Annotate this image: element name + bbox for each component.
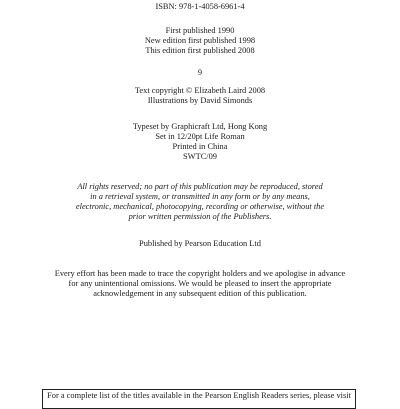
copyright-effort-line: Every effort has been made to trace the copyright holders and we apologise in advance bbox=[54, 269, 346, 278]
publication-history-line: New edition first published 1998 bbox=[144, 36, 256, 45]
rights-notice-line: All rights reserved; no part of this publication may be reproduced, stored bbox=[77, 182, 323, 191]
production-line: Printed in China bbox=[172, 142, 228, 151]
publication-history-line: First published 1990 bbox=[165, 26, 235, 35]
rights-notice-line: in a retrieval system, or transmitted in any form or by any means, bbox=[90, 192, 310, 201]
production-line: Typeset by Graphicraft Ltd, Hong Kong bbox=[132, 122, 268, 131]
impression-number: 9 bbox=[197, 68, 203, 77]
publisher-line: Published by Pearson Education Ltd bbox=[139, 239, 261, 248]
copyright-effort-line: acknowledgement in any subsequent edition of this publication. bbox=[93, 289, 307, 298]
credits-line: Illustrations by David Simonds bbox=[147, 96, 253, 105]
credits-line: Text copyright © Elizabeth Laird 2008 bbox=[134, 86, 266, 95]
series-notice-box bbox=[42, 389, 356, 409]
series-notice-text: For a complete list of the titles available in the Pearson English Readers series, please visit bbox=[47, 391, 351, 400]
copyright-effort-line: for any unintentional omissions. We would be pleased to insert the appropriate bbox=[68, 279, 332, 288]
rights-notice-line: electronic, mechanical, photocopying, recording or otherwise, without the bbox=[75, 202, 325, 211]
rights-notice-line: prior written permission of the Publishers. bbox=[128, 212, 272, 221]
publication-history-line: This edition first published 2008 bbox=[145, 46, 255, 55]
isbn-line: ISBN: 978-1-4058-6961-4 bbox=[155, 2, 245, 11]
production-line: Set in 12/20pt Life Roman bbox=[155, 132, 245, 141]
production-line: SWTC/09 bbox=[183, 152, 217, 161]
